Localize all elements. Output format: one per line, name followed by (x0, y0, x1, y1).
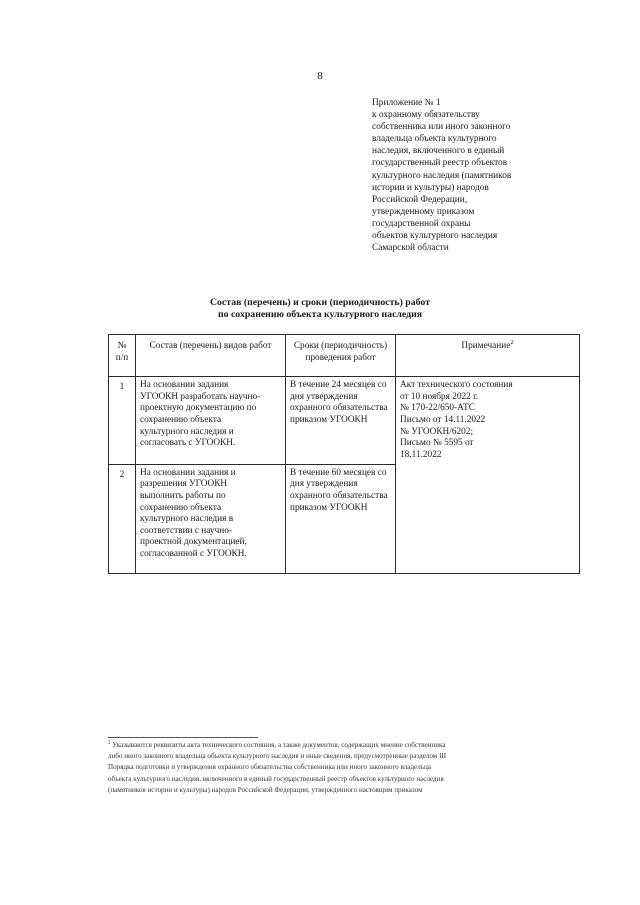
appendix-line: государственный реестр объектов (372, 158, 508, 169)
row-terms: В течение 24 месяцев со дня утверждения охранного обязательства приказом УГООКН (286, 377, 396, 465)
appendix-line: Самарской области (372, 243, 449, 254)
row-note-empty (396, 464, 580, 573)
row-number: 1 (109, 377, 136, 465)
footnote-mark: 2 (108, 740, 111, 746)
appendix-line: Российской Федерации, (372, 194, 468, 205)
appendix-line: культурного наследия (памятников (372, 170, 512, 181)
document-title-line: по сохранению объекта культурного наследия (217, 309, 423, 320)
appendix-line: к охранному обязательству (372, 110, 480, 121)
header-terms: Сроки (периодичность) проведения работ (286, 335, 396, 377)
row-composition: На основании задания и разрешения УГООКН выполнить работы по сохранению объекта культурного наследия в соответствии с научно- проектной документацией, согласованной с УГООКН. (136, 464, 286, 573)
appendix-line: наследия, включенного в единый (372, 146, 505, 157)
table-header-row (109, 335, 580, 377)
footnote-line: (памятников истории и культуры) народов Российской Федерации, утвержденного настоящим приказом (108, 785, 423, 794)
appendix-line: Приложение № 1 (372, 98, 441, 108)
works-table (108, 334, 580, 574)
appendix-line: объектов культурного наследия (372, 231, 498, 242)
document-title (0, 297, 640, 321)
footnote (108, 740, 578, 796)
header-note: Примечание$^2$ (396, 335, 580, 377)
appendix-line: утвержденному приказом (372, 206, 475, 217)
row-terms: В течение 60 месяцев со дня утверждения охранного обязательства приказом УГООКН (286, 464, 396, 573)
header-number: № п/п (109, 335, 136, 377)
appendix-line: собственника или иного законного (372, 122, 511, 133)
header-composition: Состав (перечень) видов работ (136, 335, 286, 377)
appendix-line: владельца объекта культурного (372, 134, 497, 145)
footnote-reference: 2 (510, 338, 514, 346)
footnote-divider (108, 737, 258, 738)
document-title-line: Состав (перечень) и сроки (периодичность) работ (209, 297, 431, 308)
row-number: 2 (109, 464, 136, 573)
appendix-block (372, 97, 572, 254)
row-note: Акт технического состояния от 10 ноября 2022 г. № 170-22/650-АТС Письмо от 14.11.2022 № УГООКН/6202; Письмо № 5595 от 18.11.2022 (396, 377, 580, 465)
footnote-line: либо иного законного владельца объекта культурного наследия и иные сведения, предусмотренные разделом III (108, 752, 447, 761)
appendix-line: государственной охраны (372, 218, 471, 229)
appendix-line: истории и культуры) народов (372, 182, 489, 193)
table-row (109, 377, 580, 465)
page-number: 8 (317, 70, 323, 82)
footnote-line: $^2$ Указываются реквизиты акта технического состояния, а также документов, содержащих мнение собственника (108, 740, 446, 749)
footnote-line: объекта культурного наследия, включенного в единый государственный реестр объектов культурного наследия (108, 774, 444, 783)
footnote-line: Порядка подготовки и утверждения охранного обязательства собственника или иного законного владельца (108, 763, 431, 772)
row-composition: На основании задания УГООКН разработать научно- проектную документацию по сохранению объекта культурного наследия и согласовать с УГООКН. (136, 377, 286, 465)
table-row (109, 464, 580, 573)
